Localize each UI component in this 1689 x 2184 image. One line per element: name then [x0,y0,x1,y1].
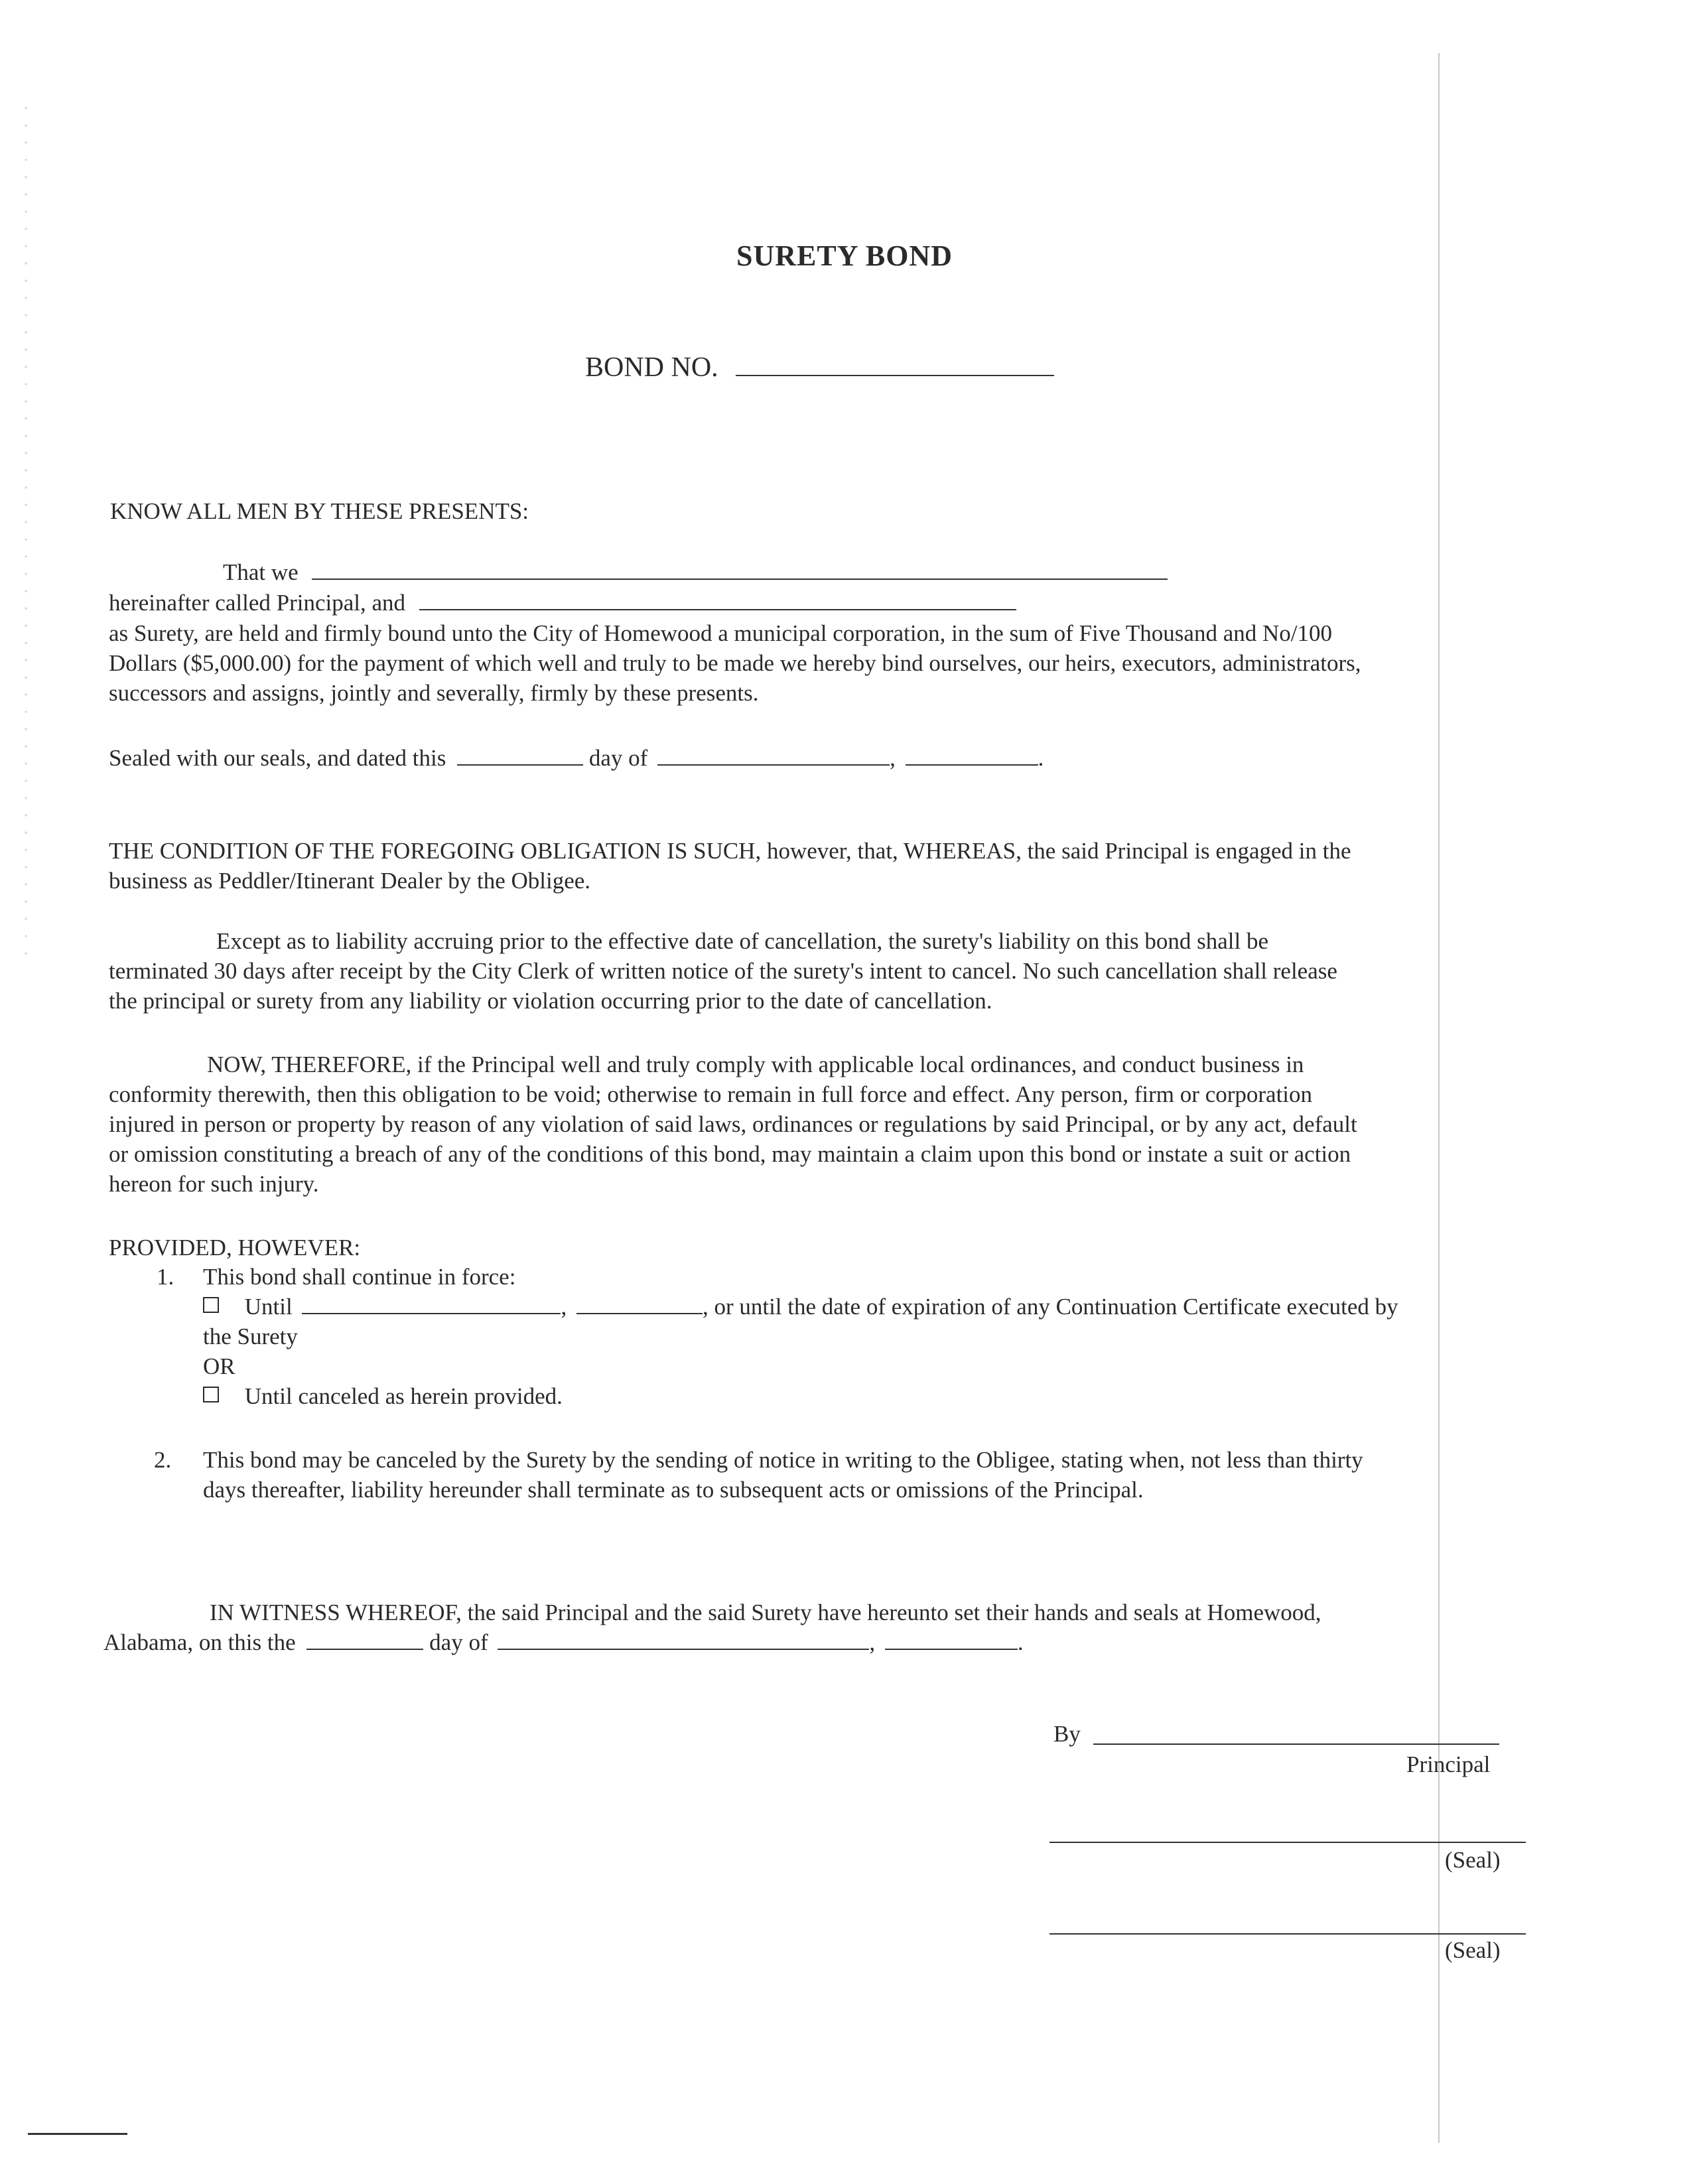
condition-paragraph-line: business as Peddler/Itinerant Dealer by the Obligee. [109,868,591,894]
witness-month-field[interactable] [498,1627,869,1650]
option-until-canceled-label: Until canceled as herein provided. [244,1383,563,1409]
item-2-line: days thereafter, liability hereunder shall terminate as to subsequent acts or omissions of the Principal. [203,1477,1144,1503]
except-paragraph-line: terminated 30 days after receipt by the City Clerk of written notice of the surety's intent to cancel. No such cancellation shall release [109,958,1337,984]
sealed-comma: , [890,745,896,771]
principal-label: Principal [1406,1751,1491,1777]
option-surety-text: the Surety [203,1324,298,1349]
bound-paragraph-line: Dollars ($5,000.00) for the payment of which well and truly to be made we hereby bind ourselves, our heirs, executors, administrators, [109,650,1361,676]
hereinafter-label: hereinafter called Principal, and [109,590,406,616]
option-until-label: Until [244,1294,293,1320]
witness-line: IN WITNESS WHEREOF, the said Principal and the said Surety have hereunto set their hands and seals at Homewood, [210,1600,1321,1625]
sealed-dated-row [109,743,1044,773]
bond-number-row [585,352,1054,383]
sealed-year-field[interactable] [906,743,1038,766]
or-text: OR [203,1353,236,1379]
seal-2-signature-field[interactable] [1049,1933,1526,1935]
option-until-canceled-row [203,1381,563,1411]
witness-day-field[interactable] [306,1627,423,1650]
provided-heading: PROVIDED, HOWEVER: [109,1235,361,1261]
until-year-field[interactable] [576,1292,703,1314]
bond-number-field[interactable] [736,354,1054,376]
now-therefore-line: injured in person or property by reason of any violation of said laws, ordinances or regulations by said Principal, or by any act, default [109,1111,1357,1137]
seal-1-signature-field[interactable] [1049,1842,1526,1843]
until-rest-text: , or until the date of expiration of any Continuation Certificate executed by [702,1294,1398,1320]
now-therefore-line: or omission constituting a breach of any of the conditions of this bond, may maintain a claim upon this bond or instate a suit or action [109,1141,1351,1167]
seal-1-label: (Seal) [1445,1847,1501,1873]
witness-period: . [1017,1629,1024,1655]
except-paragraph-line: the principal or surety from any liability or violation occurring prior to the date of cancellation. [109,988,992,1014]
option-until-canceled-checkbox[interactable] [203,1387,219,1402]
know-all-heading: KNOW ALL MEN BY THESE PRESENTS: [110,498,529,524]
sealed-label: Sealed with our seals, and dated this [109,745,446,771]
witness-year-field[interactable] [885,1627,1018,1650]
now-therefore-line: conformity therewith, then this obligation to be void; otherwise to remain in full force and effect. Any person, firm or corporation [109,1081,1313,1107]
sealed-dayof-label: day of [588,745,648,771]
that-we-label: That we [223,559,299,585]
principal-signature-field[interactable] [1093,1743,1499,1745]
bound-paragraph-line: as Surety, are held and firmly bound unto the City of Homewood a municipal corporation, in the sum of Five Thousand and No/100 [109,620,1332,646]
document-title: SURETY BOND [736,239,953,272]
option-until-date-checkbox[interactable] [203,1297,219,1313]
scan-artifact-bottom [28,2133,127,2135]
principal-name-field[interactable] [312,557,1168,580]
sealed-period: . [1038,745,1044,771]
witness-dayof-label: day of [429,1629,488,1655]
item-1-text: This bond shall continue in force: [203,1264,516,1290]
until-month-field[interactable] [302,1292,561,1314]
scan-artifact-right [1438,53,1440,2143]
scan-artifact-left [20,100,32,962]
bound-paragraph-line: successors and assigns, jointly and severally, firmly by these presents. [109,680,759,706]
item-1-number: 1. [157,1264,174,1290]
item-2-line: This bond may be canceled by the Surety by the sending of notice in writing to the Obligee, stating when, not less than thirty [203,1447,1363,1473]
hereinafter-row [109,588,1016,618]
until-comma: , [561,1294,567,1320]
now-therefore-line: NOW, THEREFORE, if the Principal well and truly comply with applicable local ordinances, and conduct business in [207,1052,1304,1077]
surety-name-field[interactable] [419,588,1016,610]
seal-2-label: (Seal) [1445,1937,1501,1963]
now-therefore-line: hereon for such injury. [109,1171,319,1197]
sealed-month-field[interactable] [657,743,890,766]
witness-label: Alabama, on this the [103,1629,296,1655]
option-until-date-row [203,1292,1398,1322]
witness-comma: , [869,1629,876,1655]
that-we-row [223,557,1168,587]
witness-date-row [103,1627,1024,1657]
bond-number-label: BOND NO. [585,352,718,383]
sealed-day-field[interactable] [457,743,583,766]
condition-paragraph-line: THE CONDITION OF THE FOREGOING OBLIGATION IS SUCH, however, that, WHEREAS, the said Principal is engaged in the [109,838,1351,864]
item-2-number: 2. [154,1447,172,1473]
by-label: By [1053,1721,1081,1747]
except-paragraph-line: Except as to liability accruing prior to the effective date of cancellation, the surety's liability on this bond shall be [216,928,1269,954]
